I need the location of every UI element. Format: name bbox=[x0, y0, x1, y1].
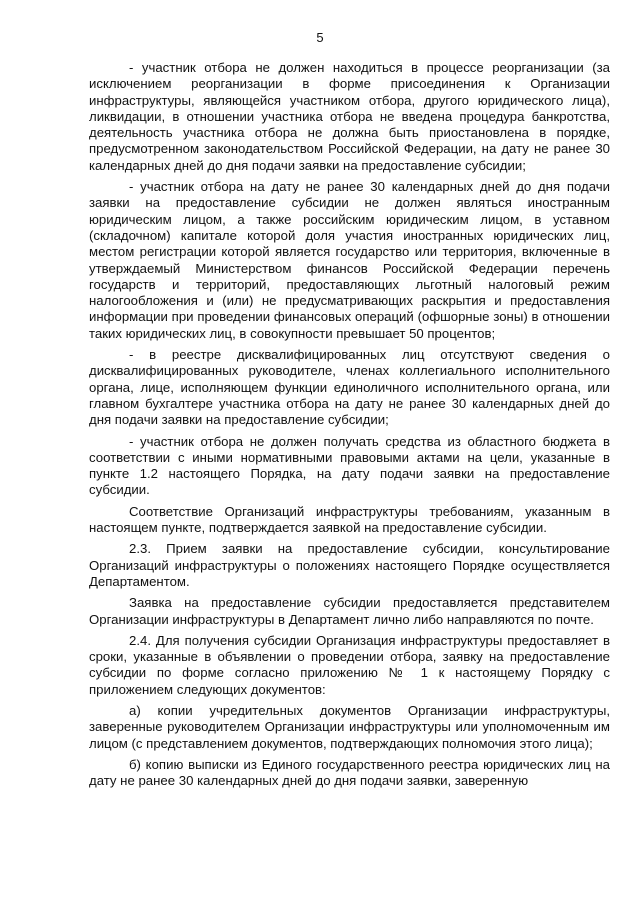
paragraph-item-a-charter-copies: а) копии учредительных документов Организации инфраструктуры, заверенные руководителем Организации инфраструктуры или уполномоченным им лицом (с представлением документов, подтверждающих полномочия этого лица); bbox=[89, 702, 610, 751]
paragraph-item-b-registry-extract: б) копию выписки из Единого государственного реестра юридических лиц на дату не ранее 30 календарных дней до дня подачи заявки, заверенную bbox=[89, 756, 610, 789]
paragraph-regional-budget-requirement: - участник отбора не должен получать средства из областного бюджета в соответствии с иными нормативными правовыми актами на цели, указанные в пункте 1.2 настоящего Порядка, на дату подачи заявки на предоставление субсидии. bbox=[89, 433, 610, 498]
page-body bbox=[89, 60, 610, 794]
paragraph-application-submission: Заявка на предоставление субсидии предоставляется представителем Организации инфраструктуры в Департамент лично либо направляются по почте. bbox=[89, 595, 610, 627]
paragraph-foreign-entity-requirement: - участник отбора на дату не ранее 30 календарных дней до дня подачи заявки на предоставление субсидии не должен являться иностранным юридическим лицом, а также российским юридическим лицом, в уставном (складочном) капитале которой доля участия иностранных юридических лиц, местом регистрации которой является государство или территория, включенные в утверждаемый Министерством финансов Российской Федерации перечень государств и территорий, предоставляющих льготный налоговый режим налогообложения и (или) не предусматривающих раскрытия и предоставления информации при проведении финансовых операций (офшорные зоны) в отношении таких юридических лиц, в совокупности превышает 50 процентов; bbox=[89, 179, 610, 341]
paragraph-2-4-documents: 2.4. Для получения субсидии Организация инфраструктуры предоставляет в сроки, указанные в объявлении о проведении отбора, заявку на предоставление субсидии по форме согласно приложению № 1 к настоящему Порядку с приложением следующих документов: bbox=[89, 632, 610, 697]
page-number: 5 bbox=[316, 30, 324, 45]
paragraph-reorganization-requirement: - участник отбора не должен находиться в процессе реорганизации (за исключением реорганизации в форме присоединения к Организации инфраструктуры, являющейся участником отбора, другого юридического лица), ликвидации, в отношении участника отбора не введена процедура банкротства, деятельность участника отбора не должна быть приостановлена в порядке, предусмотренном законодательством Российской Федерации, на дату не ранее 30 календарных дней до дня подачи заявки на предоставление субсидии; bbox=[89, 60, 610, 173]
paragraph-compliance-confirmation: Соответствие Организаций инфраструктуры требованиям, указанным в настоящем пункте, подтверждается заявкой на предоставление субсидии. bbox=[89, 503, 610, 536]
paragraph-2-3-application-acceptance: 2.3. Прием заявки на предоставление субсидии, консультирование Организаций инфраструктуры о положениях настоящего Порядке осуществляется Департаментом. bbox=[89, 541, 610, 589]
paragraph-disqualified-persons-requirement: - в реестре дисквалифицированных лиц отсутствуют сведения о дисквалифицированных руководителе, членах коллегиального исполнительного органа, лице, исполняющем функции единоличного исполнительного органа, или главном бухгалтере участника отбора на дату не ранее 30 календарных дней до дня подачи заявки на предоставление субсидии; bbox=[89, 347, 610, 428]
